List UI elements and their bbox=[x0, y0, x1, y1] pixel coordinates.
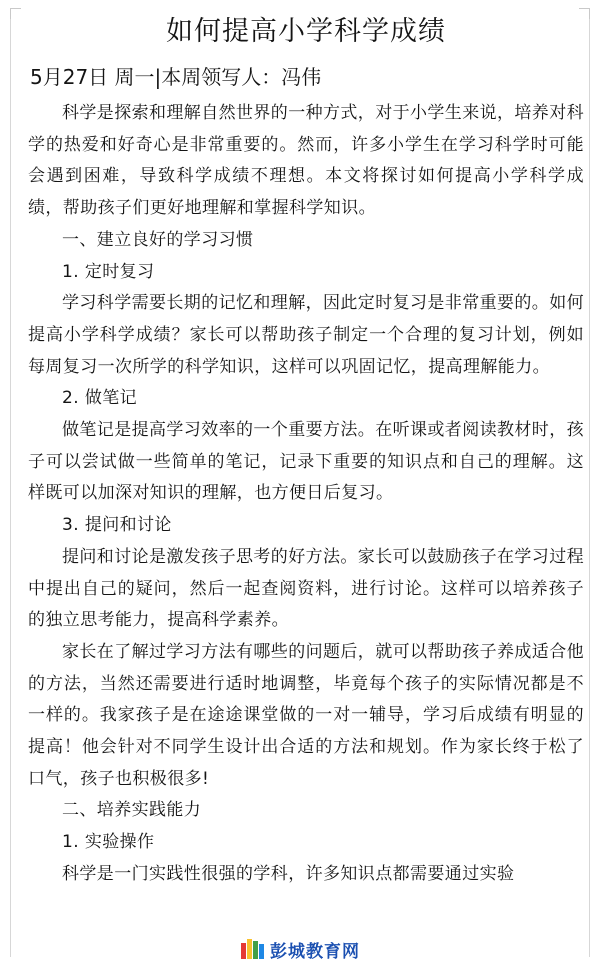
section-heading: 二、培养实践能力 bbox=[62, 800, 202, 821]
page-corner-mark bbox=[10, 8, 21, 19]
document-title: 如何提高小学科学成绩 bbox=[166, 16, 446, 47]
section-heading: 2. 做笔记 bbox=[62, 388, 138, 409]
paragraph: 学习科学需要长期的记忆和理解，因此定时复习是非常重要的。如何提高小学科学成绩？家长可以帮助孩子制定一个合理的复习计划，例如每周复习一次所学的科学知识，这样可以巩固记忆，提高理解能力。 bbox=[28, 293, 584, 377]
paragraph: 提问和讨论是激发孩子思考的好方法。家长可以鼓励孩子在学习过程中提出自己的疑问，然后一起查阅资料，进行讨论。这样可以培养孩子的独立思考能力，提高科学素养。 bbox=[28, 546, 584, 631]
document-meta: 5月27日 周一|本周领写人：冯伟 bbox=[30, 65, 322, 89]
section-heading: 3. 提问和讨论 bbox=[62, 515, 172, 536]
paragraph: 科学是一门实践性很强的学科，许多知识点都需要通过实验 bbox=[62, 863, 515, 884]
section-heading: 一、建立良好的学习习惯 bbox=[62, 229, 254, 250]
section-heading: 1. 实验操作 bbox=[62, 832, 155, 853]
books-icon bbox=[240, 937, 266, 961]
site-logo bbox=[240, 936, 360, 962]
section-heading: 1. 定时复习 bbox=[62, 261, 155, 282]
paragraph: 科学是探索和理解自然世界的一种方式，对于小学生来说，培养对科学的热爱和好奇心是非常重要的。然而，许多小学生在学习科学时可能会遇到困难，导致科学成绩不理想。本文将探讨如何提高小学科学成绩，帮助孩子们更好地理解和掌握科学知识。 bbox=[28, 103, 584, 219]
document-body bbox=[28, 12, 584, 891]
site-logo-text: 彭城教育网 bbox=[270, 941, 360, 962]
document-blocks bbox=[28, 98, 584, 891]
paragraph: 家长在了解过学习方法有哪些的问题后，就可以帮助孩子养成适合他的方法，当然还需要进行适时地调整，毕竟每个孩子的实际情况都是不一样的。我家孩子是在途途课堂做的一对一辅导，学习后成绩有明显的提高！他会针对不同学生设计出合适的方法和规划。作为家长终于松了口气，孩子也积极很多! bbox=[28, 641, 584, 789]
paragraph: 做笔记是提高学习效率的一个重要方法。在听课或者阅读教材时，孩子可以尝试做一些简单的笔记，记录下重要的知识点和自己的理解。这样既可以加深对知识的理解，也方便日后复习。 bbox=[28, 420, 584, 504]
